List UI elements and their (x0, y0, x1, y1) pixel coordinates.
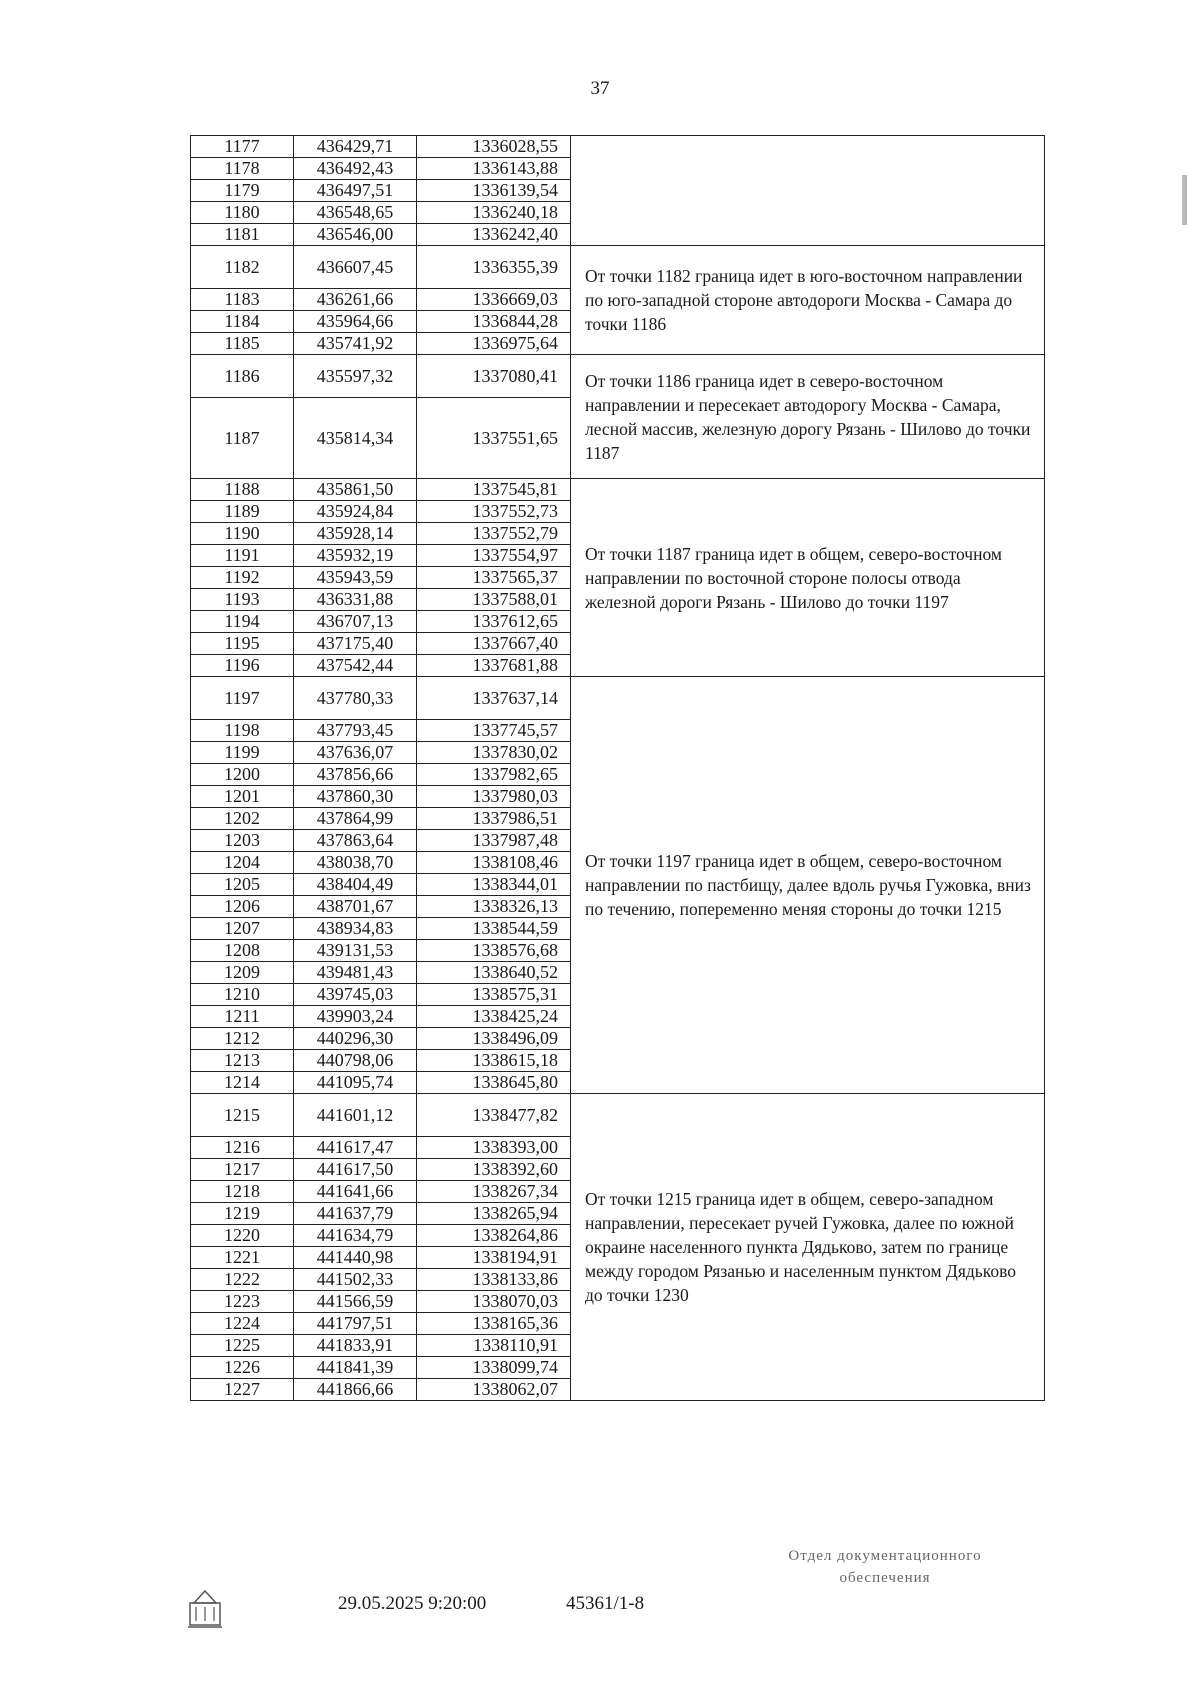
y-coordinate-cell: 1338070,03 (417, 1291, 571, 1313)
y-coordinate-cell: 1336028,55 (417, 136, 571, 158)
y-coordinate-cell: 1338576,68 (417, 940, 571, 962)
x-coordinate-cell: 437636,07 (294, 742, 417, 764)
y-coordinate-cell: 1337982,65 (417, 764, 571, 786)
point-number-cell: 1203 (191, 830, 294, 852)
x-coordinate-cell: 437793,45 (294, 720, 417, 742)
point-number-cell: 1218 (191, 1181, 294, 1203)
y-coordinate-cell: 1338165,36 (417, 1313, 571, 1335)
point-number-cell: 1188 (191, 479, 294, 501)
point-number-cell: 1211 (191, 1006, 294, 1028)
y-coordinate-cell: 1338425,24 (417, 1006, 571, 1028)
y-coordinate-cell: 1338264,86 (417, 1225, 571, 1247)
x-coordinate-cell: 441841,39 (294, 1357, 417, 1379)
x-coordinate-cell: 437860,30 (294, 786, 417, 808)
y-coordinate-cell: 1337987,48 (417, 830, 571, 852)
coordinates-table-body (191, 136, 1045, 1401)
x-coordinate-cell: 435597,32 (294, 355, 417, 398)
y-coordinate-cell: 1338062,07 (417, 1379, 571, 1401)
y-coordinate-cell: 1336975,64 (417, 333, 571, 355)
x-coordinate-cell: 435861,50 (294, 479, 417, 501)
point-number-cell: 1183 (191, 289, 294, 311)
x-coordinate-cell: 441833,91 (294, 1335, 417, 1357)
point-number-cell: 1193 (191, 589, 294, 611)
x-coordinate-cell: 435924,84 (294, 501, 417, 523)
boundary-description-cell: От точки 1182 граница идет в юго-восточном направлении по юго-западной стороне автодороги Москва - Самара до точки 1186 (571, 246, 1045, 355)
y-coordinate-cell: 1337552,79 (417, 523, 571, 545)
y-coordinate-cell: 1336355,39 (417, 246, 571, 289)
point-number-cell: 1194 (191, 611, 294, 633)
x-coordinate-cell: 441095,74 (294, 1072, 417, 1094)
y-coordinate-cell: 1338326,13 (417, 896, 571, 918)
y-coordinate-cell: 1338393,00 (417, 1137, 571, 1159)
point-number-cell: 1189 (191, 501, 294, 523)
point-number-cell: 1186 (191, 355, 294, 398)
x-coordinate-cell: 439745,03 (294, 984, 417, 1006)
x-coordinate-cell: 436429,71 (294, 136, 417, 158)
point-number-cell: 1217 (191, 1159, 294, 1181)
point-number-cell: 1204 (191, 852, 294, 874)
y-coordinate-cell: 1337667,40 (417, 633, 571, 655)
boundary-description-cell: От точки 1187 граница идет в общем, северо-восточном направлении по восточной стороне полосы отвода железной дороги Рязань - Шилово до точки 1197 (571, 479, 1045, 677)
point-number-cell: 1179 (191, 180, 294, 202)
x-coordinate-cell: 435932,19 (294, 545, 417, 567)
point-number-cell: 1187 (191, 398, 294, 479)
y-coordinate-cell: 1338640,52 (417, 962, 571, 984)
y-coordinate-cell: 1337612,65 (417, 611, 571, 633)
x-coordinate-cell: 437856,66 (294, 764, 417, 786)
x-coordinate-cell: 438701,67 (294, 896, 417, 918)
point-number-cell: 1184 (191, 311, 294, 333)
table-row (191, 355, 1045, 398)
y-coordinate-cell: 1338267,34 (417, 1181, 571, 1203)
x-coordinate-cell: 436331,88 (294, 589, 417, 611)
point-number-cell: 1214 (191, 1072, 294, 1094)
point-number-cell: 1185 (191, 333, 294, 355)
stamp-line-2: обеспечения (839, 1570, 931, 1586)
y-coordinate-cell: 1336844,28 (417, 311, 571, 333)
y-coordinate-cell: 1337830,02 (417, 742, 571, 764)
point-number-cell: 1198 (191, 720, 294, 742)
x-coordinate-cell: 441866,66 (294, 1379, 417, 1401)
point-number-cell: 1196 (191, 655, 294, 677)
point-number-cell: 1191 (191, 545, 294, 567)
point-number-cell: 1208 (191, 940, 294, 962)
y-coordinate-cell: 1338645,80 (417, 1072, 571, 1094)
y-coordinate-cell: 1338615,18 (417, 1050, 571, 1072)
point-number-cell: 1210 (191, 984, 294, 1006)
y-coordinate-cell: 1337588,01 (417, 589, 571, 611)
y-coordinate-cell: 1338194,91 (417, 1247, 571, 1269)
y-coordinate-cell: 1337681,88 (417, 655, 571, 677)
x-coordinate-cell: 441617,47 (294, 1137, 417, 1159)
y-coordinate-cell: 1338575,31 (417, 984, 571, 1006)
x-coordinate-cell: 441634,79 (294, 1225, 417, 1247)
y-coordinate-cell: 1338344,01 (417, 874, 571, 896)
y-coordinate-cell: 1338099,74 (417, 1357, 571, 1379)
x-coordinate-cell: 436707,13 (294, 611, 417, 633)
point-number-cell: 1205 (191, 874, 294, 896)
x-coordinate-cell: 435928,14 (294, 523, 417, 545)
y-coordinate-cell: 1337986,51 (417, 808, 571, 830)
x-coordinate-cell: 441502,33 (294, 1269, 417, 1291)
point-number-cell: 1219 (191, 1203, 294, 1225)
y-coordinate-cell: 1337545,81 (417, 479, 571, 501)
department-stamp (745, 1545, 1025, 1589)
point-number-cell: 1178 (191, 158, 294, 180)
table-row (191, 246, 1045, 289)
point-number-cell: 1227 (191, 1379, 294, 1401)
x-coordinate-cell: 435741,92 (294, 333, 417, 355)
x-coordinate-cell: 439903,24 (294, 1006, 417, 1028)
y-coordinate-cell: 1337745,57 (417, 720, 571, 742)
y-coordinate-cell: 1337551,65 (417, 398, 571, 479)
point-number-cell: 1226 (191, 1357, 294, 1379)
point-number-cell: 1209 (191, 962, 294, 984)
point-number-cell: 1215 (191, 1094, 294, 1137)
table-row (191, 1094, 1045, 1137)
footer-document-code: 45361/1-8 (566, 1593, 645, 1614)
y-coordinate-cell: 1337565,37 (417, 567, 571, 589)
boundary-description-cell: От точки 1197 граница идет в общем, северо-восточном направлении по пастбищу, далее вдоль ручья Гужовка, вниз по течению, попеременно меняя стороны до точки 1215 (571, 677, 1045, 1094)
y-coordinate-cell: 1337080,41 (417, 355, 571, 398)
y-coordinate-cell: 1337980,03 (417, 786, 571, 808)
point-number-cell: 1200 (191, 764, 294, 786)
x-coordinate-cell: 437542,44 (294, 655, 417, 677)
point-number-cell: 1195 (191, 633, 294, 655)
margin-scan-mark (1182, 175, 1187, 225)
y-coordinate-cell: 1336240,18 (417, 202, 571, 224)
y-coordinate-cell: 1337552,73 (417, 501, 571, 523)
x-coordinate-cell: 438038,70 (294, 852, 417, 874)
y-coordinate-cell: 1338544,59 (417, 918, 571, 940)
y-coordinate-cell: 1336139,54 (417, 180, 571, 202)
point-number-cell: 1201 (191, 786, 294, 808)
point-number-cell: 1197 (191, 677, 294, 720)
x-coordinate-cell: 436492,43 (294, 158, 417, 180)
point-number-cell: 1182 (191, 246, 294, 289)
y-coordinate-cell: 1336669,03 (417, 289, 571, 311)
point-number-cell: 1225 (191, 1335, 294, 1357)
point-number-cell: 1220 (191, 1225, 294, 1247)
point-number-cell: 1222 (191, 1269, 294, 1291)
point-number-cell: 1223 (191, 1291, 294, 1313)
point-number-cell: 1177 (191, 136, 294, 158)
point-number-cell: 1207 (191, 918, 294, 940)
point-number-cell: 1180 (191, 202, 294, 224)
x-coordinate-cell: 441440,98 (294, 1247, 417, 1269)
x-coordinate-cell: 437175,40 (294, 633, 417, 655)
point-number-cell: 1181 (191, 224, 294, 246)
x-coordinate-cell: 438934,83 (294, 918, 417, 940)
point-number-cell: 1216 (191, 1137, 294, 1159)
x-coordinate-cell: 438404,49 (294, 874, 417, 896)
x-coordinate-cell: 441617,50 (294, 1159, 417, 1181)
x-coordinate-cell: 435814,34 (294, 398, 417, 479)
y-coordinate-cell: 1338110,91 (417, 1335, 571, 1357)
table-row (191, 677, 1045, 720)
y-coordinate-cell: 1338477,82 (417, 1094, 571, 1137)
x-coordinate-cell: 436607,45 (294, 246, 417, 289)
x-coordinate-cell: 437864,99 (294, 808, 417, 830)
x-coordinate-cell: 436546,00 (294, 224, 417, 246)
y-coordinate-cell: 1338392,60 (417, 1159, 571, 1181)
y-coordinate-cell: 1336242,40 (417, 224, 571, 246)
y-coordinate-cell: 1336143,88 (417, 158, 571, 180)
x-coordinate-cell: 441637,79 (294, 1203, 417, 1225)
boundary-description-cell: От точки 1186 граница идет в северо-восточном направлении и пересекает автодорогу Москва - Самара, лесной массив, железную дорогу Рязань - Шилово до точки 1187 (571, 355, 1045, 479)
coordinates-table (190, 135, 1045, 1401)
x-coordinate-cell: 435964,66 (294, 311, 417, 333)
x-coordinate-cell: 441797,51 (294, 1313, 417, 1335)
point-number-cell: 1202 (191, 808, 294, 830)
x-coordinate-cell: 436497,51 (294, 180, 417, 202)
x-coordinate-cell: 435943,59 (294, 567, 417, 589)
page-number: 37 (590, 78, 610, 99)
x-coordinate-cell: 436261,66 (294, 289, 417, 311)
y-coordinate-cell: 1338496,09 (417, 1028, 571, 1050)
y-coordinate-cell: 1338265,94 (417, 1203, 571, 1225)
point-number-cell: 1190 (191, 523, 294, 545)
table-row (191, 479, 1045, 501)
point-number-cell: 1206 (191, 896, 294, 918)
point-number-cell: 1213 (191, 1050, 294, 1072)
x-coordinate-cell: 437780,33 (294, 677, 417, 720)
x-coordinate-cell: 439131,53 (294, 940, 417, 962)
x-coordinate-cell: 440798,06 (294, 1050, 417, 1072)
y-coordinate-cell: 1337637,14 (417, 677, 571, 720)
y-coordinate-cell: 1338133,86 (417, 1269, 571, 1291)
x-coordinate-cell: 437863,64 (294, 830, 417, 852)
point-number-cell: 1224 (191, 1313, 294, 1335)
point-number-cell: 1221 (191, 1247, 294, 1269)
x-coordinate-cell: 441641,66 (294, 1181, 417, 1203)
x-coordinate-cell: 441566,59 (294, 1291, 417, 1313)
x-coordinate-cell: 436548,65 (294, 202, 417, 224)
table-row (191, 136, 1045, 158)
point-number-cell: 1212 (191, 1028, 294, 1050)
x-coordinate-cell: 441601,12 (294, 1094, 417, 1137)
stamp-line-1: Отдел документационного (788, 1548, 982, 1564)
x-coordinate-cell: 439481,43 (294, 962, 417, 984)
footer-date: 29.05.2025 9:20:00 (338, 1593, 487, 1614)
boundary-description-cell (571, 136, 1045, 246)
emblem-icon (186, 1585, 224, 1629)
y-coordinate-cell: 1337554,97 (417, 545, 571, 567)
point-number-cell: 1192 (191, 567, 294, 589)
y-coordinate-cell: 1338108,46 (417, 852, 571, 874)
boundary-description-cell: От точки 1215 граница идет в общем, северо-западном направлении, пересекает ручей Гужовка, далее по южной окраине населенного пункта Дядьково, затем по границе между городом Рязанью и населенным пунктом Дядьково до точки 1230 (571, 1094, 1045, 1401)
point-number-cell: 1199 (191, 742, 294, 764)
x-coordinate-cell: 440296,30 (294, 1028, 417, 1050)
